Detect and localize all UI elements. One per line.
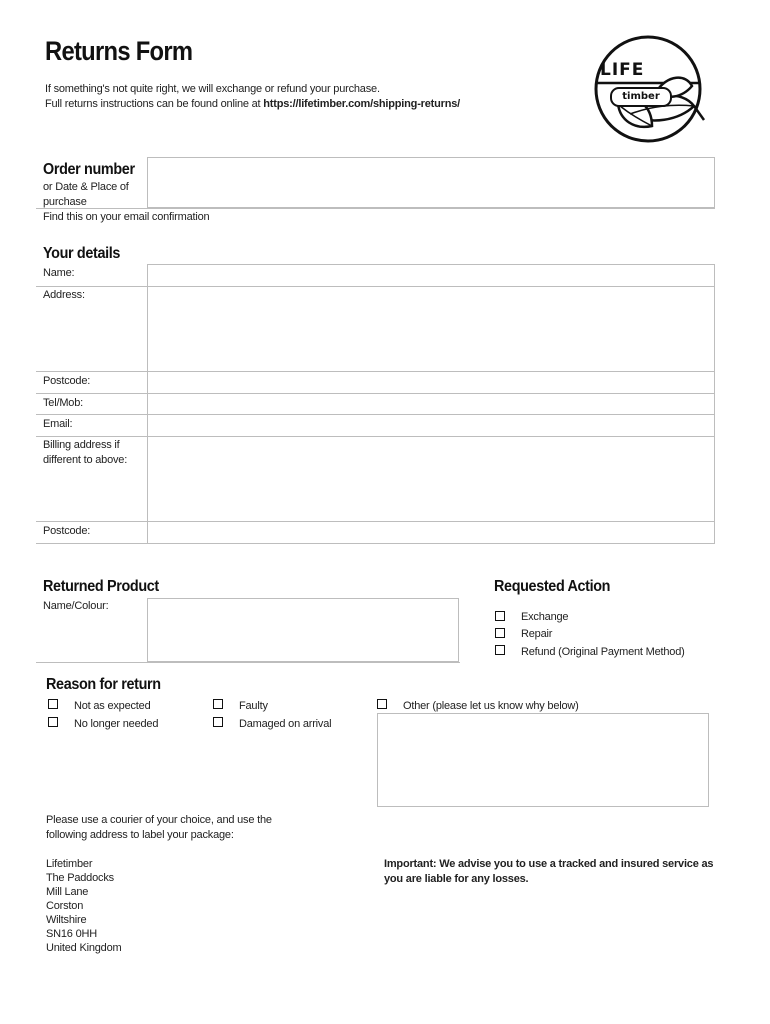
name-label: Name: — [43, 267, 75, 279]
faulty-label: Faulty — [239, 700, 268, 712]
repair-checkbox[interactable] — [495, 628, 505, 638]
damaged-on-arrival-label: Damaged on arrival — [239, 718, 332, 730]
courier-instruction-2: following address to label your package: — [46, 829, 234, 841]
address-line: SN16 0HH — [46, 928, 97, 940]
address-label: Address: — [43, 289, 85, 301]
email-field[interactable] — [148, 415, 714, 435]
not-as-expected-checkbox[interactable] — [48, 699, 58, 709]
address-line: Corston — [46, 900, 84, 912]
postcode-field[interactable] — [148, 372, 714, 392]
repair-option-label: Repair — [521, 628, 553, 640]
billing-address-label-1: Billing address if — [43, 439, 120, 451]
no-longer-needed-checkbox[interactable] — [48, 717, 58, 727]
other-reason-checkbox[interactable] — [377, 699, 387, 709]
intro-instructions-prefix: Full returns instructions can be found online at — [45, 98, 264, 110]
address-field[interactable] — [148, 287, 714, 370]
exchange-checkbox[interactable] — [495, 611, 505, 621]
billing-address-field[interactable] — [148, 437, 714, 520]
damaged-on-arrival-checkbox[interactable] — [213, 717, 223, 727]
order-number-sub-1: or Date & Place of — [43, 181, 129, 193]
logo-word-timber: timber — [610, 87, 672, 107]
billing-postcode-label: Postcode: — [43, 525, 91, 537]
address-line: The Paddocks — [46, 872, 114, 884]
order-divider — [36, 208, 715, 209]
other-reason-textarea[interactable] — [377, 713, 709, 807]
address-line: Mill Lane — [46, 886, 89, 898]
name-field[interactable] — [148, 265, 714, 285]
requested-action-heading: Requested Action — [494, 578, 611, 595]
important-note-1: Important: We advise you to use a tracked and insured service as — [384, 858, 714, 870]
courier-instruction-1: Please use a courier of your choice, and use the — [46, 814, 272, 826]
exchange-option-label: Exchange — [521, 611, 569, 623]
tel-label: Tel/Mob: — [43, 397, 83, 409]
address-line: Lifetimber — [46, 858, 93, 870]
refund-checkbox[interactable] — [495, 645, 505, 655]
address-line: Wiltshire — [46, 914, 87, 926]
return-address — [46, 857, 121, 955]
no-longer-needed-label: No longer needed — [74, 718, 159, 730]
billing-address-label-2: different to above: — [43, 454, 128, 466]
logo-word-life: LIFE — [600, 60, 645, 80]
lifetimber-logo — [590, 34, 710, 146]
order-number-field[interactable] — [147, 157, 715, 208]
intro-text: If something's not quite right, we will exchange or refund your purchase. — [45, 83, 380, 95]
your-details-heading: Your details — [43, 245, 121, 262]
returns-link[interactable]: https://lifetimber.com/shipping-returns/ — [263, 98, 461, 110]
faulty-checkbox[interactable] — [213, 699, 223, 709]
order-number-sub-2: purchase — [43, 196, 87, 208]
page-title: Returns Form — [45, 36, 193, 66]
email-label: Email: — [43, 418, 73, 430]
reason-heading: Reason for return — [46, 676, 161, 693]
tel-field[interactable] — [148, 394, 714, 413]
refund-option-label: Refund (Original Payment Method) — [521, 646, 685, 658]
order-number-hint: Find this on your email confirmation — [43, 211, 210, 223]
not-as-expected-label: Not as expected — [74, 700, 151, 712]
other-reason-label: Other (please let us know why below) — [403, 700, 579, 712]
product-name-colour-field[interactable] — [147, 598, 459, 662]
product-divider — [36, 662, 460, 663]
order-number-heading: Order number — [43, 161, 135, 178]
returned-product-heading: Returned Product — [43, 578, 159, 595]
address-line: United Kingdom — [46, 942, 122, 954]
postcode-label: Postcode: — [43, 375, 91, 387]
name-colour-label: Name/Colour: — [43, 600, 109, 612]
important-note-2: you are liable for any losses. — [384, 873, 529, 885]
details-divider — [36, 543, 715, 544]
billing-postcode-field[interactable] — [148, 522, 714, 542]
intro-instructions — [45, 97, 460, 112]
